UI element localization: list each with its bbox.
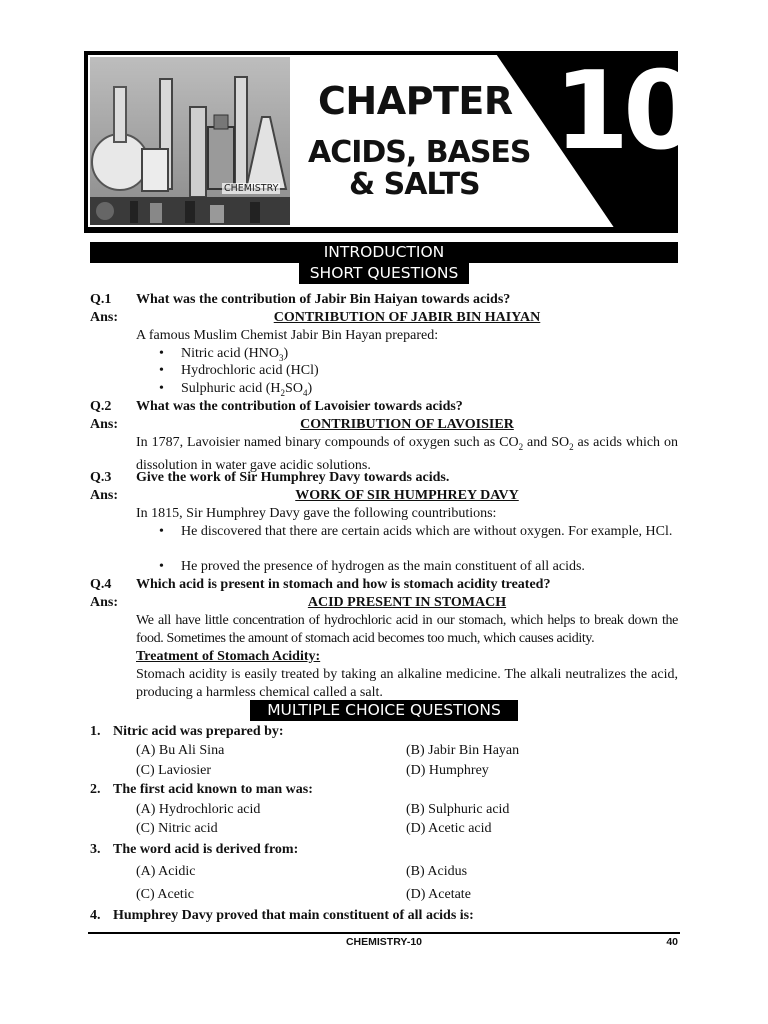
mcq-option: (A) Acidic [136,864,196,879]
answer-text: In 1787, Lavoisier named binary compounds of oxygen such as $CO_2$ and $SO_2$ as acids which on dissolution in water gave acidic solutions. [136,435,678,473]
mcq-heading: MULTIPLE CHOICE QUESTIONS [250,700,518,721]
answer-label: Ans: [90,310,119,325]
mcq-number: 2. [90,782,101,797]
list-item: • Hydrochloric acid (HCl) [181,362,319,380]
lab-glassware-photo [90,57,290,225]
mcq-number: 3. [90,842,101,857]
question-number: Q.1 [90,292,112,307]
mcq-option: (D) Humphrey [406,763,489,778]
question-number: Q.4 [90,577,112,592]
list-item: • He discovered that there are certain acids which are without oxygen. For example, HCl. [181,523,678,541]
list-item: • Nitric acid $(HNO_3)$ [181,345,288,368]
mcq-option: (B) Acidus [406,864,468,879]
mcq-question: Humphrey Davy proved that main constituent of all acids is: [113,908,474,923]
chapter-word: CHAPTER [318,79,513,123]
mcq-question: Nitric acid was prepared by: [113,724,284,739]
list-item: • He proved the presence of hydrogen as the main constituent of all acids. [181,558,585,576]
list-item: • Sulphuric acid $(H_2SO_4)$ [181,380,312,403]
question-text: Which acid is present in stomach and how is stomach acidity treated? [136,577,551,592]
chapter-title-line1: ACIDS, BASES [308,135,531,170]
mcq-question: The first acid known to man was: [113,782,313,797]
footer-title: CHEMISTRY-10 [345,936,423,948]
answer-label: Ans: [90,417,119,432]
answer-text: We all have little concentration of hydrochloric acid in our stomach, which helps to break down the food. Sometimes the amount of stomach acid becomes too much, which causes acidity. [136,613,678,646]
mcq-option: (A) Bu Ali Sina [136,743,225,758]
answer-text: Stomach acidity is easily treated by taking an alkaline medicine. The alkali neutralizes the acid, producing a harmless chemical called a salt. [136,667,678,700]
page-number: 40 [666,936,678,948]
mcq-number: 1. [90,724,101,739]
answer-heading: ACID PRESENT IN STOMACH [307,595,507,610]
introduction-heading: INTRODUCTION [90,242,678,263]
question-text: Give the work of Sir Humphrey Davy towards acids. [136,470,450,485]
chapter-banner [84,49,693,233]
mcq-option: (C) Acetic [136,887,194,902]
photo-caption: CHEMISTRY [224,183,279,194]
mcq-option: (A) Hydrochloric acid [136,802,261,817]
answer-label: Ans: [90,488,119,503]
mcq-option: (B) Sulphuric acid [406,802,510,817]
question-number: Q.2 [90,399,112,414]
mcq-option: (C) Laviosier [136,763,212,778]
mcq-option: (D) Acetate [406,887,471,902]
answer-text: In 1815, Sir Humphrey Davy gave the following countributions: [136,506,497,521]
question-text: What was the contribution of Lavoisier towards acids? [136,399,463,414]
mcq-option: (C) Nitric acid [136,821,218,836]
chapter-title-line2: & SALTS [349,167,480,202]
mcq-option: (D) Acetic acid [406,821,492,836]
answer-subheading: Treatment of Stomach Acidity: [136,649,321,664]
question-number: Q.3 [90,470,112,485]
mcq-number: 4. [90,908,101,923]
answer-heading: CONTRIBUTION OF LAVOISIER [300,417,514,432]
answer-label: Ans: [90,595,119,610]
short-questions-heading: SHORT QUESTIONS [299,263,469,284]
answer-heading: CONTRIBUTION OF JABIR BIN HAIYAN [273,310,541,325]
mcq-question: The word acid is derived from: [113,842,299,857]
answer-heading: WORK OF SIR HUMPHREY DAVY [295,488,519,503]
mcq-option: (B) Jabir Bin Hayan [406,743,520,758]
answer-text: A famous Muslim Chemist Jabir Bin Hayan prepared: [136,328,439,343]
chapter-number: 10 [554,49,693,174]
footer-rule [88,932,680,934]
question-text: What was the contribution of Jabir Bin Haiyan towards acids? [136,292,511,307]
